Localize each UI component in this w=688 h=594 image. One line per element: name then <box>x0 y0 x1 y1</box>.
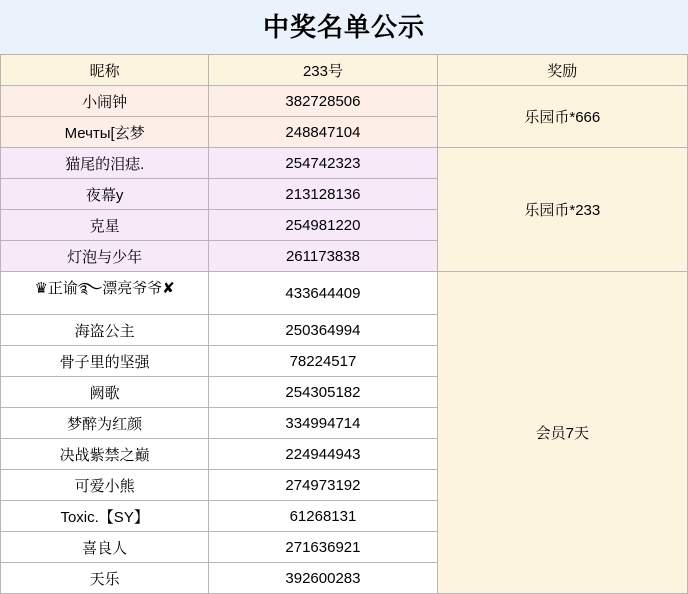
cell-nickname: 阙歌 <box>1 377 209 408</box>
cell-nickname: 喜良人 <box>1 532 209 563</box>
cell-id: 261173838 <box>209 241 437 272</box>
column-header-id: 233号 <box>209 55 437 86</box>
cell-nickname: 可爱小熊 <box>1 470 209 501</box>
cell-nickname: 夜幕y <box>1 179 209 210</box>
cell-id: 274973192 <box>209 470 437 501</box>
cell-prize: 乐园币*666 <box>437 86 687 148</box>
cell-id: 224944943 <box>209 439 437 470</box>
cell-id: 78224517 <box>209 346 437 377</box>
cell-nickname: 灯泡与少年 <box>1 241 209 272</box>
cell-id: 254742323 <box>209 148 437 179</box>
table-body <box>1 86 688 594</box>
cell-nickname: 骨子里的坚强 <box>1 346 209 377</box>
cell-nickname: Toxic.【SY】 <box>1 501 209 532</box>
table-row <box>1 272 688 315</box>
cell-nickname: 决战紫禁之巅 <box>1 439 209 470</box>
cell-nickname: 海盗公主 <box>1 315 209 346</box>
cell-id: 271636921 <box>209 532 437 563</box>
cell-prize: 乐园币*233 <box>437 148 687 272</box>
cell-id: 254981220 <box>209 210 437 241</box>
cell-nickname: 小闹钟 <box>1 86 209 117</box>
table-header <box>1 55 688 86</box>
page-title: 中奖名单公示 <box>262 12 425 42</box>
cell-id: 248847104 <box>209 117 437 148</box>
cell-id: 213128136 <box>209 179 437 210</box>
cell-nickname: ♛正谕࿐漂亮爷爷✘ <box>1 272 209 315</box>
cell-nickname: 天乐 <box>1 563 209 594</box>
cell-nickname: 猫尾的泪痣. <box>1 148 209 179</box>
cell-id: 254305182 <box>209 377 437 408</box>
cell-nickname: 克星 <box>1 210 209 241</box>
cell-prize: 会员7天 <box>437 272 687 594</box>
cell-id: 392600283 <box>209 563 437 594</box>
cell-id: 433644409 <box>209 272 437 315</box>
table-header-row <box>1 55 688 86</box>
cell-nickname: Мечты[玄梦 <box>1 117 209 148</box>
table-row <box>1 148 688 179</box>
cell-id: 61268131 <box>209 501 437 532</box>
table-row <box>1 86 688 117</box>
cell-id: 382728506 <box>209 86 437 117</box>
cell-id: 334994714 <box>209 408 437 439</box>
cell-id: 250364994 <box>209 315 437 346</box>
column-header-prize: 奖励 <box>437 55 687 86</box>
cell-nickname: 梦醉为红颜 <box>1 408 209 439</box>
winners-table <box>0 54 688 594</box>
column-header-nickname: 昵称 <box>1 55 209 86</box>
